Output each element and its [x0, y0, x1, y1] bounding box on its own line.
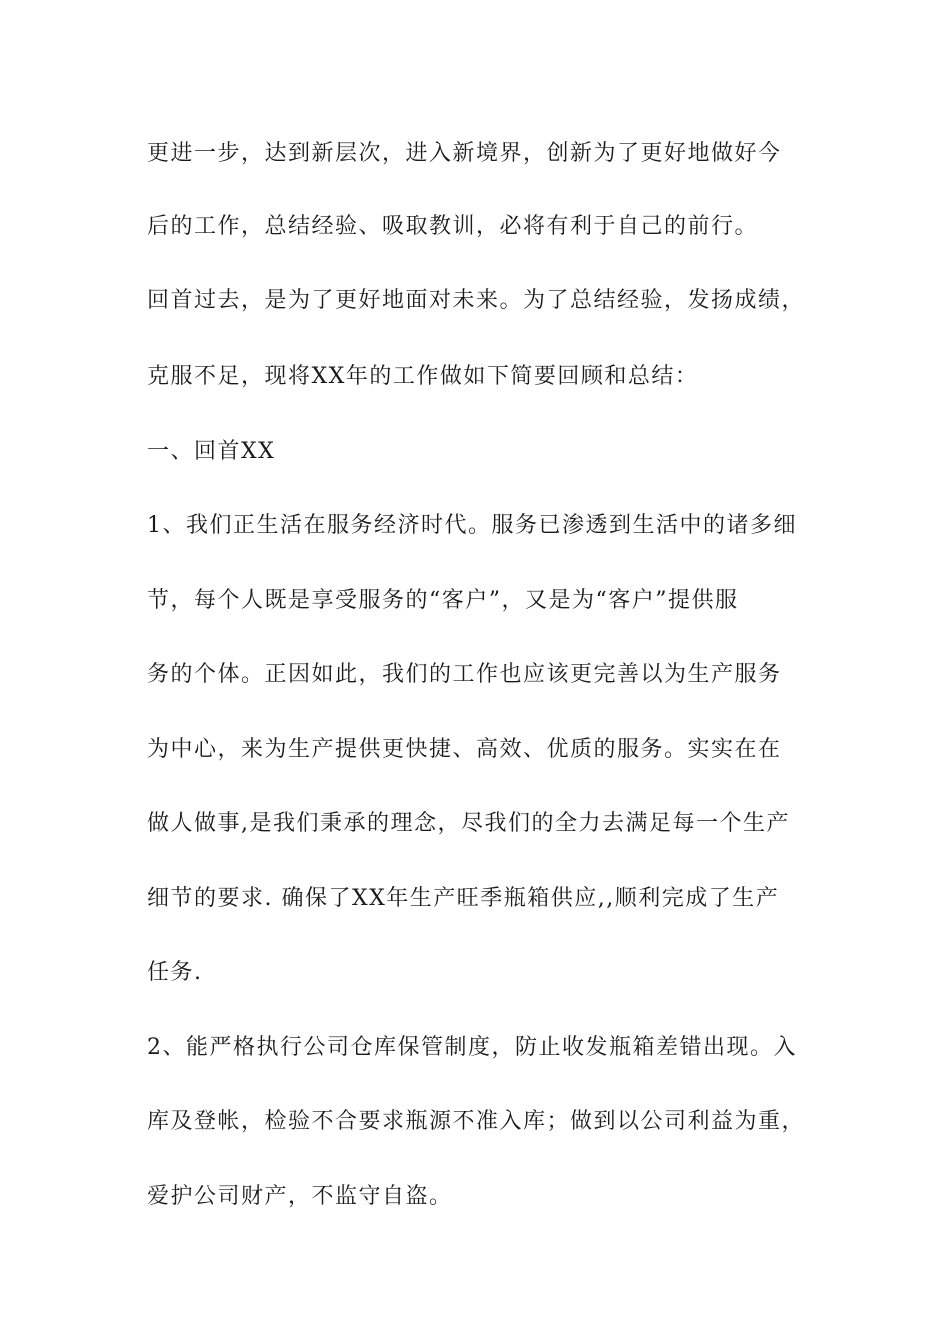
text-line: 2、能严格执行公司仓库保管制度，防止收发瓶箱差错出现。入	[147, 1035, 797, 1060]
section-heading: 一、回首XX	[147, 439, 276, 464]
text-line: 做人做事,是我们秉承的理念，尽我们的全力去满足每一个生产	[147, 811, 790, 836]
text-line: 1、我们正生活在服务经济时代。服务已渗透到生活中的诸多细	[147, 513, 797, 538]
text-line: 更进一步，达到新层次，进入新境界，创新为了更好地做好今	[147, 141, 782, 166]
text-line: 节，每个人既是享受服务的“客户”，又是为“客户”提供服	[147, 588, 739, 613]
text-line: 爱护公司财产，不监守自盗。	[147, 1184, 453, 1209]
text-line: 细节的要求. 确保了XX年生产旺季瓶箱供应,,顺利完成了生产	[147, 886, 780, 911]
text-line: 后的工作，总结经验、吸取教训，必将有利于自己的前行。	[147, 214, 759, 239]
text-line: 任务.	[147, 960, 203, 985]
text-line: 回首过去，是为了更好地面对未来。为了总结经验，发扬成绩，	[147, 288, 806, 313]
text-line: 务的个体。正因如此，我们的工作也应该更完善以为生产服务	[147, 662, 782, 687]
text-line: 库及登帐，检验不合要求瓶源不准入库；做到以公司利益为重，	[147, 1109, 806, 1134]
text-line: 克服不足，现将XX年的工作做如下简要回顾和总结：	[147, 364, 699, 389]
text-line: 为中心，来为生产提供更快捷、高效、优质的服务。实实在在	[147, 737, 782, 762]
